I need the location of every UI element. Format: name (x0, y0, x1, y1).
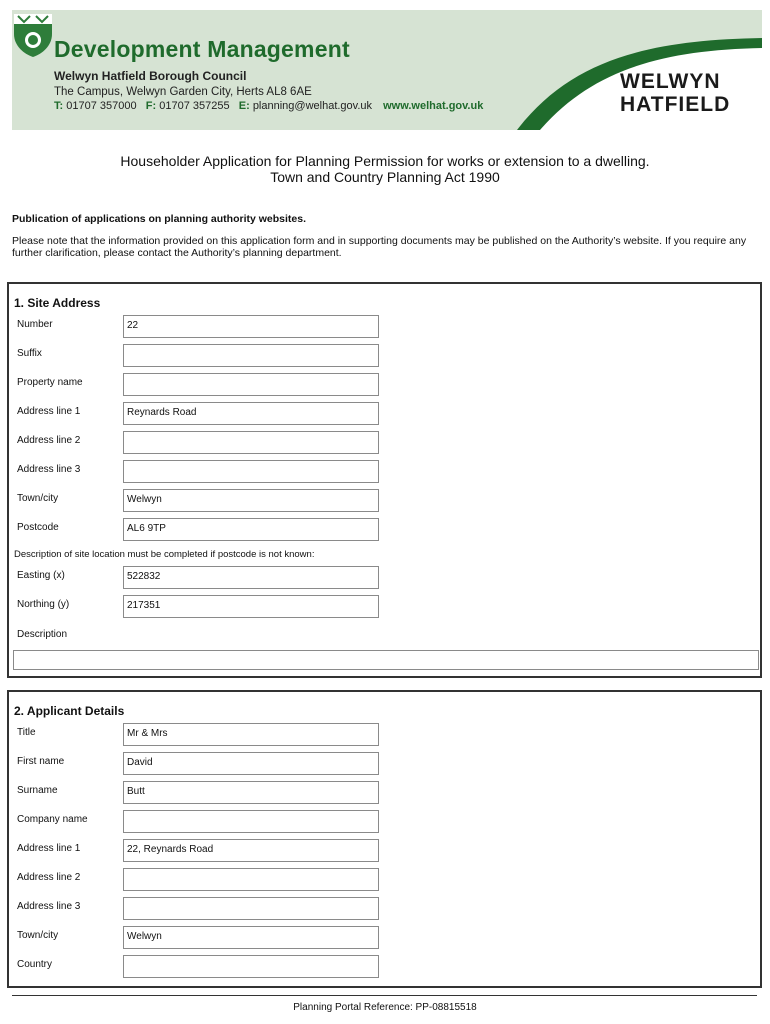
publication-text: Please note that the information provided on this application form and in supporting documents may be published on the Authority’s website. If you require any further clarification, please contact the Authority’s planning department. (12, 235, 747, 259)
council-shield-icon (12, 10, 54, 58)
logo-line-2: HATFIELD (620, 93, 731, 116)
council-logo-text (620, 70, 730, 116)
postcode-label: Postcode (17, 522, 59, 533)
publication-heading: Publication of applications on planning authority websites. (12, 213, 307, 225)
address-line-2-label: Address line 2 (17, 435, 81, 446)
address-line-1-field[interactable]: 22, Reynards Road (123, 839, 379, 862)
surname-label: Surname (17, 785, 58, 796)
northing-label: Northing (y) (17, 599, 70, 610)
fax-number: 01707 357255 (159, 100, 230, 112)
website-link[interactable]: www.welhat.gov.uk (383, 100, 484, 112)
location-note: Description of site location must be completed if postcode is not known: (14, 549, 315, 560)
email-label: E: (238, 100, 250, 112)
title-line-2: Town and Country Planning Act 1990 (270, 169, 500, 185)
suffix-label: Suffix (17, 348, 42, 359)
first-name-field[interactable]: David (123, 752, 379, 775)
document-title (0, 153, 770, 185)
address-line-3-label: Address line 3 (17, 464, 81, 475)
footer-divider (12, 995, 757, 996)
description-label: Description (17, 629, 68, 640)
fax-label: F: (145, 100, 157, 112)
country-field[interactable] (123, 955, 379, 978)
country-label: Country (17, 959, 53, 970)
first-name-label: First name (17, 756, 65, 767)
property-name-field[interactable] (123, 373, 379, 396)
town-label: Town/city (17, 493, 59, 504)
address-line-3-label: Address line 3 (17, 901, 81, 912)
council-address: The Campus, Welwyn Garden City, Herts AL8 6AE (54, 86, 312, 98)
town-field[interactable]: Welwyn (123, 489, 379, 512)
title-line-1: Householder Application for Planning Permission for works or extension to a dwelling. (120, 153, 650, 169)
description-field[interactable] (13, 650, 759, 670)
postcode-field[interactable]: AL6 9TP (123, 518, 379, 541)
easting-field[interactable]: 522832 (123, 566, 379, 589)
logo-line-1: WELWYN (620, 70, 721, 93)
section-heading: 2. Applicant Details (14, 704, 125, 718)
address-line-2-field[interactable] (123, 868, 379, 891)
email-address[interactable]: planning@welhat.gov.uk (252, 100, 373, 112)
address-line-3-field[interactable] (123, 897, 379, 920)
portal-reference: Planning Portal Reference: PP-08815518 (293, 1002, 477, 1013)
company-name-label: Company name (17, 814, 88, 825)
contact-line (54, 100, 483, 112)
town-field[interactable]: Welwyn (123, 926, 379, 949)
banner-title: Development Management (54, 36, 350, 62)
company-name-field[interactable] (123, 810, 379, 833)
address-line-2-field[interactable] (123, 431, 379, 454)
easting-label: Easting (x) (17, 570, 65, 581)
tel-label: T: (54, 100, 64, 112)
site-address-section (7, 282, 762, 678)
title-field[interactable]: Mr & Mrs (123, 723, 379, 746)
address-line-2-label: Address line 2 (17, 872, 81, 883)
number-label: Number (17, 319, 53, 330)
section-heading: 1. Site Address (14, 296, 101, 310)
header-banner (12, 10, 762, 130)
address-line-1-label: Address line 1 (17, 843, 81, 854)
number-field[interactable]: 22 (123, 315, 379, 338)
council-name: Welwyn Hatfield Borough Council (54, 69, 247, 83)
property-name-label: Property name (17, 377, 83, 388)
address-line-1-field[interactable]: Reynards Road (123, 402, 379, 425)
northing-field[interactable]: 217351 (123, 595, 379, 618)
address-line-3-field[interactable] (123, 460, 379, 483)
surname-field[interactable]: Butt (123, 781, 379, 804)
applicant-details-section (7, 690, 762, 988)
town-label: Town/city (17, 930, 59, 941)
address-line-1-label: Address line 1 (17, 406, 81, 417)
title-label: Title (17, 727, 36, 738)
tel-number: 01707 357000 (66, 100, 137, 112)
suffix-field[interactable] (123, 344, 379, 367)
